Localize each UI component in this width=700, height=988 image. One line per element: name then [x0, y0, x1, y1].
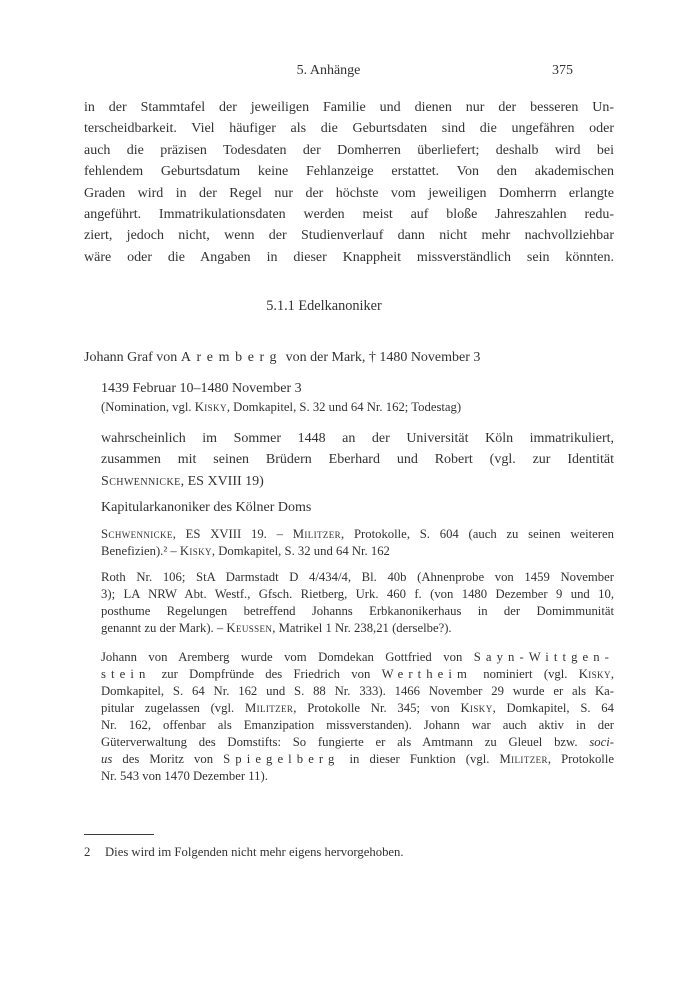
- text-line: [84, 118, 614, 139]
- text-line: [84, 97, 614, 118]
- smallcaps-text: Keussen: [226, 620, 273, 635]
- entry-dates: [101, 378, 614, 416]
- text-segment: Roth Nr. 106; StA Darmstadt D 4/434/4, Bl. 40b (Ahnenprobe von 1459 November: [101, 569, 614, 584]
- italic-text: soci-: [589, 734, 614, 749]
- text-segment: ziert, jedoch nicht, wenn der Studienverlauf dann nicht mehr nachvollziehbar: [84, 228, 614, 244]
- text-segment: posthume Regelungen betreffend Johanns Erbkanonikerhaus in der Domimmunität: [101, 603, 614, 618]
- text-segment: wäre oder die Angaben in dieser Knappheit missverständlich sein könnten.: [84, 249, 614, 265]
- text-segment: , Domkapitel, S. 32 und 64 Nr. 162; Todestag): [226, 400, 462, 415]
- entry-date-source: [101, 399, 614, 416]
- text-column: [84, 62, 614, 861]
- text-line: [101, 768, 614, 785]
- smallcaps-text: Militzer: [292, 526, 342, 541]
- entry-bibliography-primary: [101, 526, 614, 560]
- page-number: 375: [552, 63, 573, 78]
- text-line: [101, 471, 614, 492]
- text-line: [84, 204, 614, 225]
- text-line: [84, 225, 614, 246]
- footnote-number: 2: [84, 844, 91, 859]
- entry-date-range: 1439 Februar 10–1480 November 3: [101, 380, 302, 396]
- text-segment: Nr. 543 von 1470 Dezember 11).: [101, 768, 268, 783]
- text-segment: Nr. 162, offenbar als Emanzipation missverstanden). Johann war auch aktiv in der: [101, 717, 614, 732]
- text-line: [101, 526, 614, 543]
- text-segment: , Domkapitel, S. 64: [492, 700, 614, 715]
- text-segment: , ES XVIII 19. –: [172, 526, 293, 541]
- smallcaps-text: Kisky: [194, 400, 227, 415]
- text-line: [101, 717, 614, 734]
- entry-heading: [84, 347, 614, 368]
- text-line: [101, 620, 614, 637]
- text-segment: , Matrikel 1 Nr. 238,21 (derselbe?).: [272, 620, 452, 635]
- smallcaps-text: Schwennicke: [101, 526, 173, 541]
- text-line: [84, 140, 614, 161]
- text-segment: Johann Graf von: [84, 350, 181, 366]
- smallcaps-text: Militzer: [244, 700, 294, 715]
- text-segment: , Protokolle Nr. 345; von: [293, 700, 461, 715]
- text-segment: nominiert (vgl.: [471, 666, 579, 681]
- text-line: [101, 734, 614, 751]
- text-line: [101, 603, 614, 620]
- running-header-title: 5. Anhänge: [296, 63, 361, 78]
- text-line: [101, 543, 614, 560]
- text-line: [101, 569, 614, 586]
- smallcaps-text: Kisky: [179, 543, 212, 558]
- text-line: [101, 586, 614, 603]
- text-line: [84, 183, 614, 204]
- text-segment: wahrscheinlich im Sommer 1448 an der Universität Köln immatrikuliert,: [101, 431, 614, 447]
- text-line: [101, 649, 614, 666]
- text-line: [84, 247, 614, 268]
- text-segment: , Protokolle, S. 604 (auch zu seinen weiteren: [341, 526, 614, 541]
- text-segment: des Moritz von: [112, 751, 224, 766]
- text-segment: genannt zu der Mark). –: [101, 620, 227, 635]
- letterspaced-name: Aremberg: [180, 350, 283, 366]
- text-line: [101, 700, 614, 717]
- text-line: [101, 751, 614, 768]
- entry-commentary: [101, 649, 614, 785]
- entry-role: Kapitularkanoniker des Kölner Doms: [101, 500, 312, 516]
- entry-university-note: [101, 428, 614, 492]
- text-line: [84, 161, 614, 182]
- text-line: [101, 449, 614, 470]
- letterspaced-name: Sayn-Wittgen-: [473, 649, 614, 664]
- text-segment: , Domkapitel, S. 32 und 64 Nr. 162: [211, 543, 390, 558]
- text-segment: Johann von Aremberg wurde vom Domdekan Gottfried von: [101, 649, 474, 664]
- text-segment: Domkapitel, S. 64 Nr. 162 und S. 88 Nr. 333). 1466 November 29 wurde er als Ka-: [101, 683, 614, 698]
- intro-paragraph: [84, 97, 614, 268]
- text-line: [101, 666, 614, 683]
- text-segment: (Nomination, vgl.: [101, 400, 195, 415]
- italic-text: us: [101, 751, 113, 766]
- text-segment: fehlendem Geburtsdatum keine Fehlanzeige erstattet. Von den akademischen: [84, 164, 614, 180]
- text-segment: auch die präzisen Todesdaten der Domherren überliefert; deshalb wird bei: [84, 142, 614, 158]
- subsection-heading: 5.1.1 Edelkanoniker: [266, 298, 382, 315]
- text-line: [101, 428, 614, 449]
- entry-bibliography-sources: [101, 569, 614, 637]
- footnote: [84, 844, 614, 861]
- letterspaced-name: Spiegelberg: [223, 751, 340, 766]
- smallcaps-text: Schwennicke: [101, 473, 181, 489]
- text-segment: zur Dompfründe des Friedrich von: [150, 666, 382, 681]
- running-header: [84, 62, 573, 80]
- letterspaced-name: Wertheim: [381, 666, 472, 681]
- letterspaced-name: stein: [101, 666, 151, 681]
- text-segment: , Protokolle: [547, 751, 614, 766]
- text-segment: in der Stammtafel der jeweiligen Familie und dienen nur der besseren Un-: [84, 100, 614, 115]
- text-segment: zusammen mit seinen Brüdern Eberhard und Robert (vgl. zur Identität: [101, 452, 614, 468]
- text-segment: in dieser Funktion (vgl.: [339, 751, 500, 766]
- footnote-rule: [84, 834, 154, 835]
- text-segment: , ES XVIII 19): [180, 473, 264, 489]
- text-segment: pitular zugelassen (vgl.: [101, 700, 245, 715]
- smallcaps-text: Kisky: [578, 666, 611, 681]
- text-segment: von der Mark, † 1480 November 3: [282, 350, 481, 366]
- text-segment: angeführt. Immatrikulationsdaten werden meist auf bloße Jahreszahlen redu-: [84, 207, 614, 223]
- text-segment: 3); LA NRW Abt. Westf., Gfsch. Rietberg, Urk. 460 f. (von 1480 Dezember 9 und 10,: [101, 586, 614, 601]
- text-segment: Graden wird in der Regel nur der höchste vom jeweiligen Domherrn erlangte: [84, 185, 614, 201]
- smallcaps-text: Kisky: [460, 700, 493, 715]
- text-line: [101, 683, 614, 700]
- text-segment: terscheidbarkeit. Viel häufiger als die Geburtsdaten sind die ungefähren oder: [84, 121, 614, 137]
- text-segment: ,: [610, 666, 614, 681]
- smallcaps-text: Militzer: [499, 751, 548, 766]
- footnote-text: Dies wird im Folgenden nicht mehr eigens hervorgehoben.: [105, 844, 404, 859]
- text-segment: Benefizien).² –: [101, 543, 180, 558]
- text-segment: Güterverwaltung des Domstifts: So fungierte er als Amtmann zu Gleuel bzw.: [101, 734, 590, 749]
